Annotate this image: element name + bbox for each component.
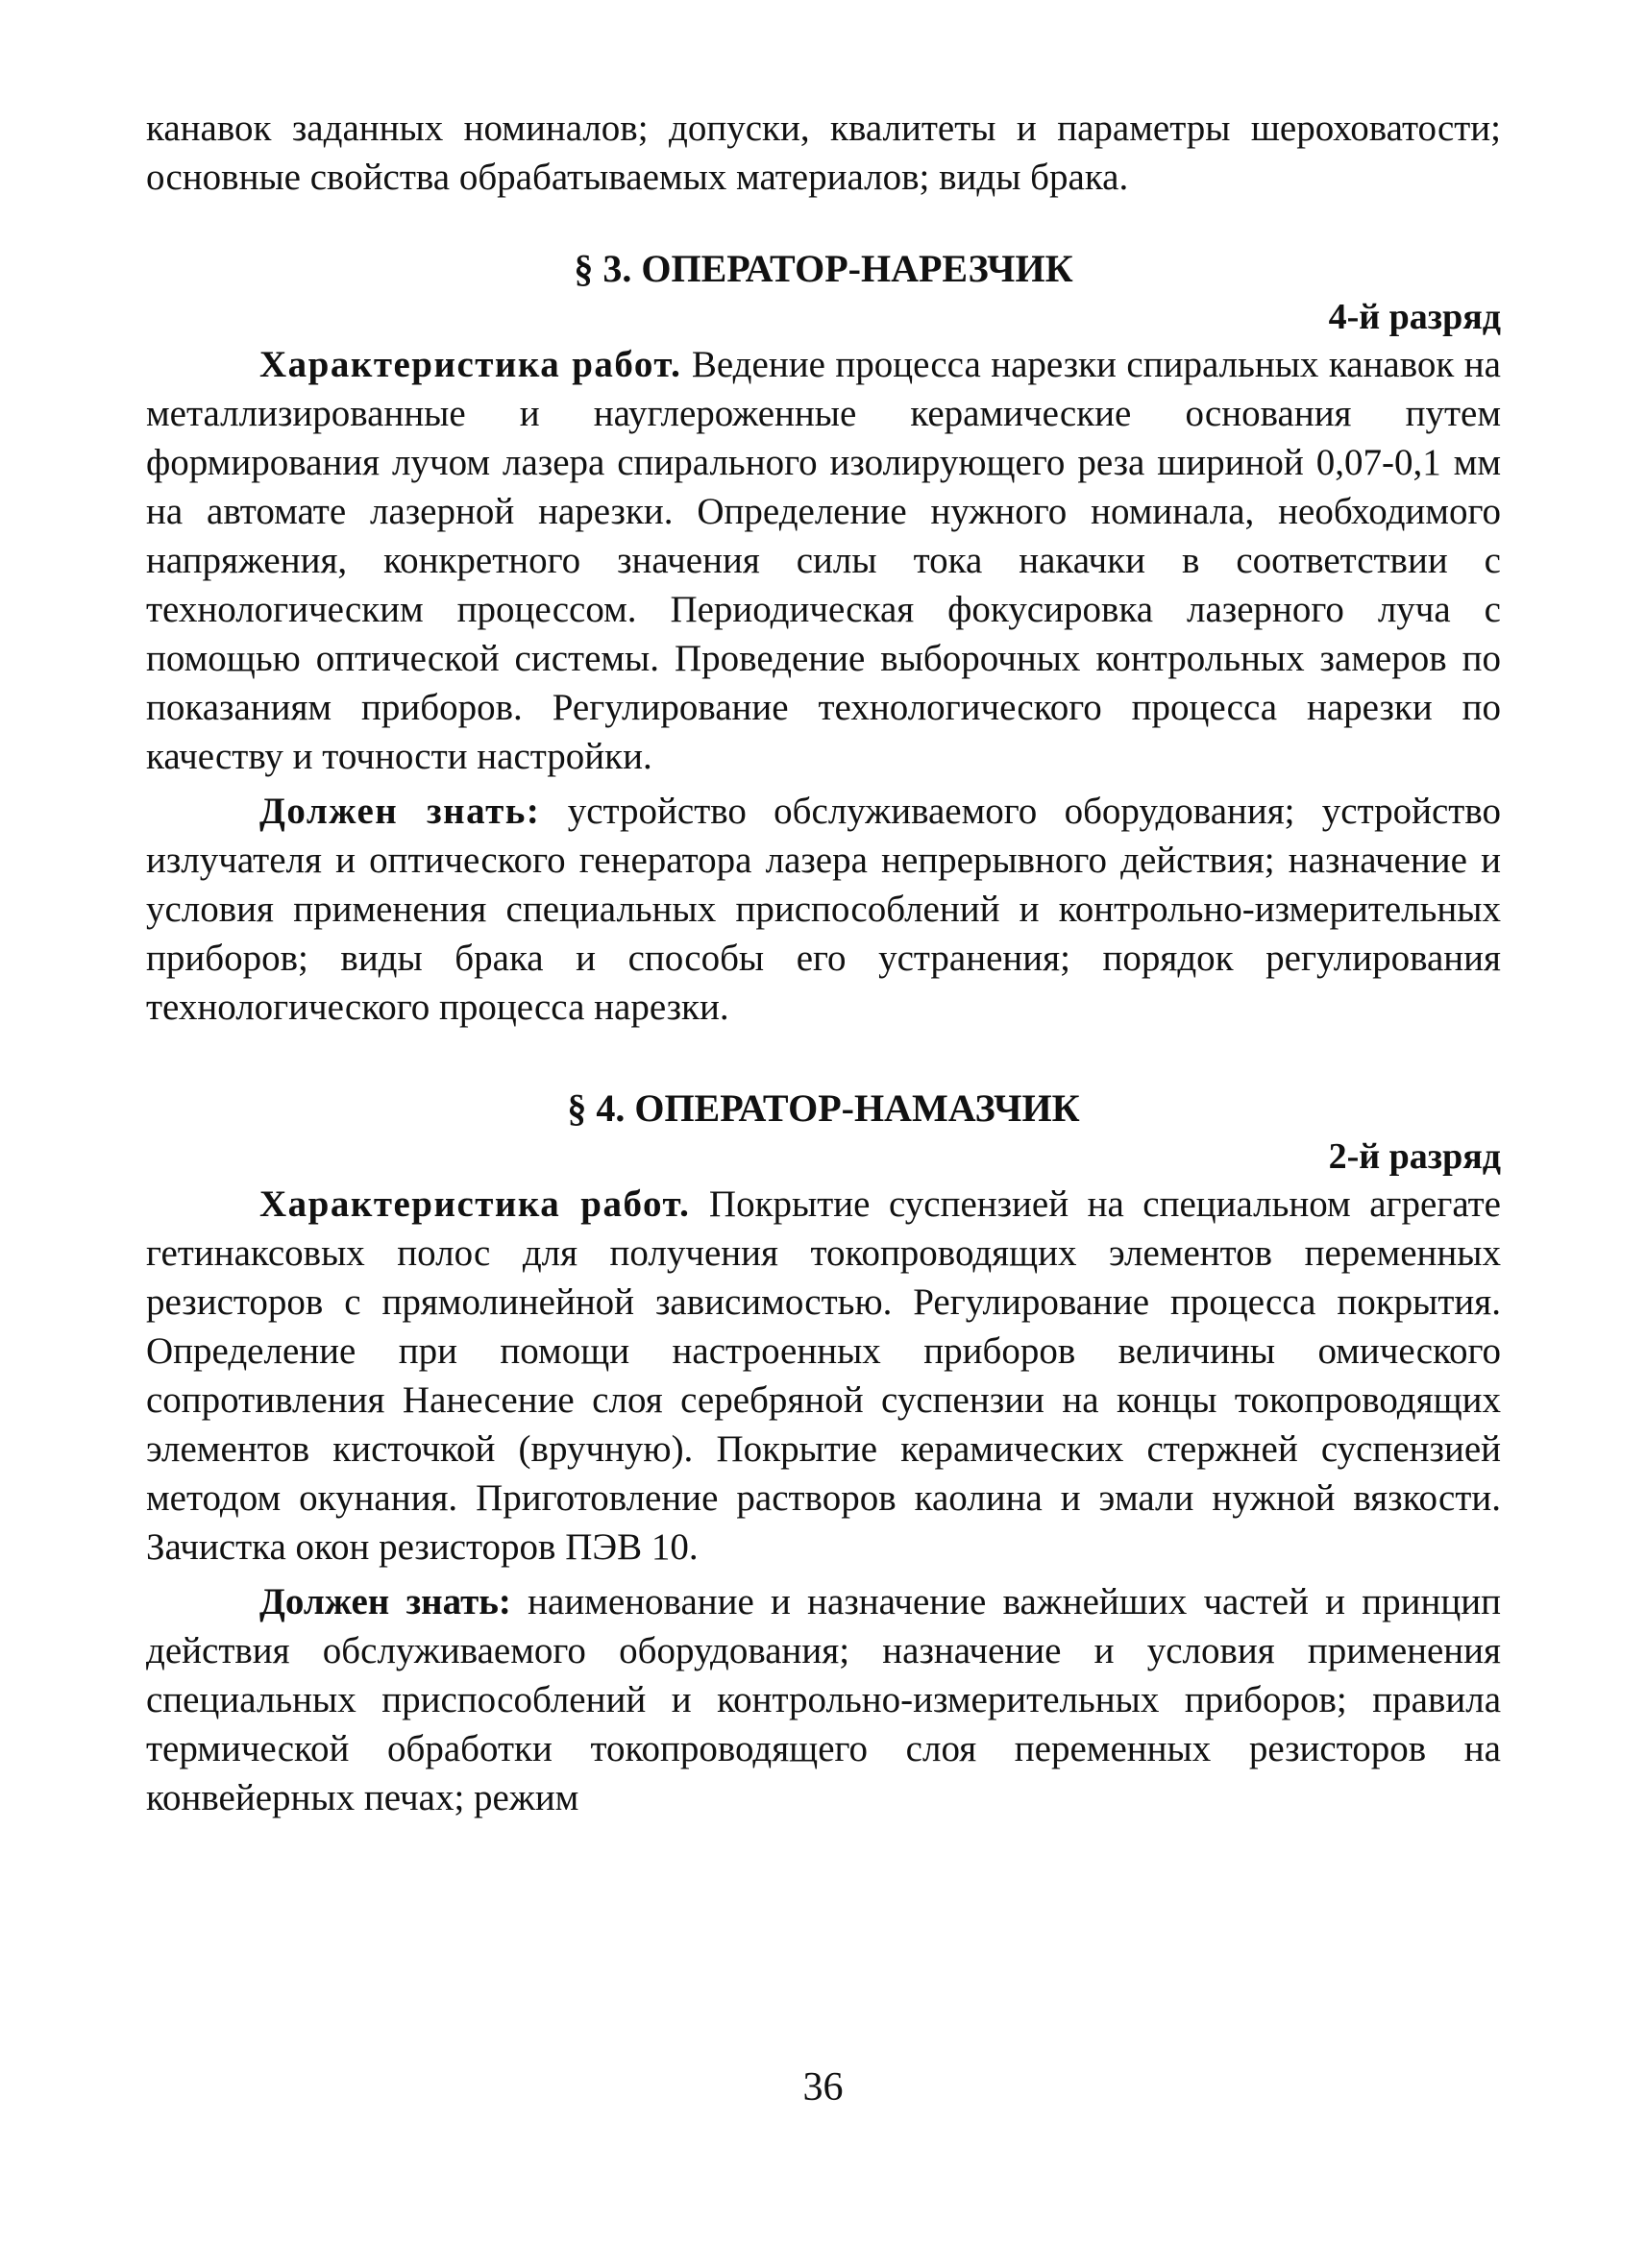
- section-4-know-paragraph: [146, 1577, 1501, 1822]
- section-4-know-label: Должен знать:: [259, 1581, 511, 1622]
- section-3-title: § 3. ОПЕРАТОР-НАРЕЗЧИК: [574, 247, 1073, 290]
- section-3-grade: 4-й разряд: [1328, 297, 1501, 337]
- section-3-know-paragraph: [146, 787, 1501, 1032]
- section-4-work-label: Характеристика работ.: [259, 1183, 691, 1225]
- page-content: [146, 104, 1501, 1822]
- section-3-work-text: Ведение процесса нарезки спиральных канавок на металлизированные и науглероженные керамические основания путем формирования лучом лазера спирального изолирующего реза шириной 0,07-0,1 мм на автомате лазерной нарезки. Определение нужного номинала, необходимого напряжения, конкретного значения силы тока накачки в соответствии с технологическим процессом. Периодическая фокусировка лазерного луча с помощью оптической системы. Проведение выборочных контрольных замеров по показаниям приборов. Регулирование технологического процесса нарезки по качеству и точности настройки.: [146, 344, 1501, 777]
- section-4-title: § 4. ОПЕРАТОР-НАМАЗЧИК: [567, 1086, 1080, 1130]
- section-4-work-text: Покрытие суспензией на специальном агрегате гетинаксовых полос для получения токопроводящих элементов переменных резисторов с прямолинейной зависимостью. Регулирование процесса покрытия. Определение при помощи настроенных приборов величины омического сопротивления Нанесение слоя серебряной суспензии на концы токопроводящих элементов кисточкой (вручную). Покрытие керамических стержней суспензией методом окунания. Приготовление растворов каолина и эмали нужной вязкости. Зачистка окон резисторов ПЭВ 10.: [146, 1183, 1501, 1568]
- section-3-work-paragraph: [146, 340, 1501, 781]
- intro-continuation-paragraph: канавок заданных номиналов; допуски, квалитеты и параметры шероховатости; основные свойства обрабатываемых материалов; виды брака.: [146, 108, 1501, 198]
- section-4-grade: 2-й разряд: [1328, 1136, 1501, 1177]
- section-3-work-label: Характеристика работ.: [259, 344, 682, 385]
- section-4-work-paragraph: [146, 1180, 1501, 1572]
- page-number: 36: [802, 2065, 844, 2109]
- section-4-know-text: наименование и назначение важнейших частей и принцип действия обслуживаемого оборудования; назначение и условия применения специальных приспособлений и контрольно-измерительных приборов; правила термической обработки токопроводящего слоя переменных резисторов на конвейерных печах; режим: [146, 1581, 1501, 1818]
- section-3-know-text: устройство обслуживаемого оборудования; устройство излучателя и оптического генератора лазера непрерывного действия; назначение и условия применения специальных приспособлений и контрольно-измерительных приборов; виды брака и способы его устранения; порядок регулирования технологического процесса нарезки.: [146, 791, 1501, 1028]
- section-3-know-label: Должен знать:: [259, 791, 541, 832]
